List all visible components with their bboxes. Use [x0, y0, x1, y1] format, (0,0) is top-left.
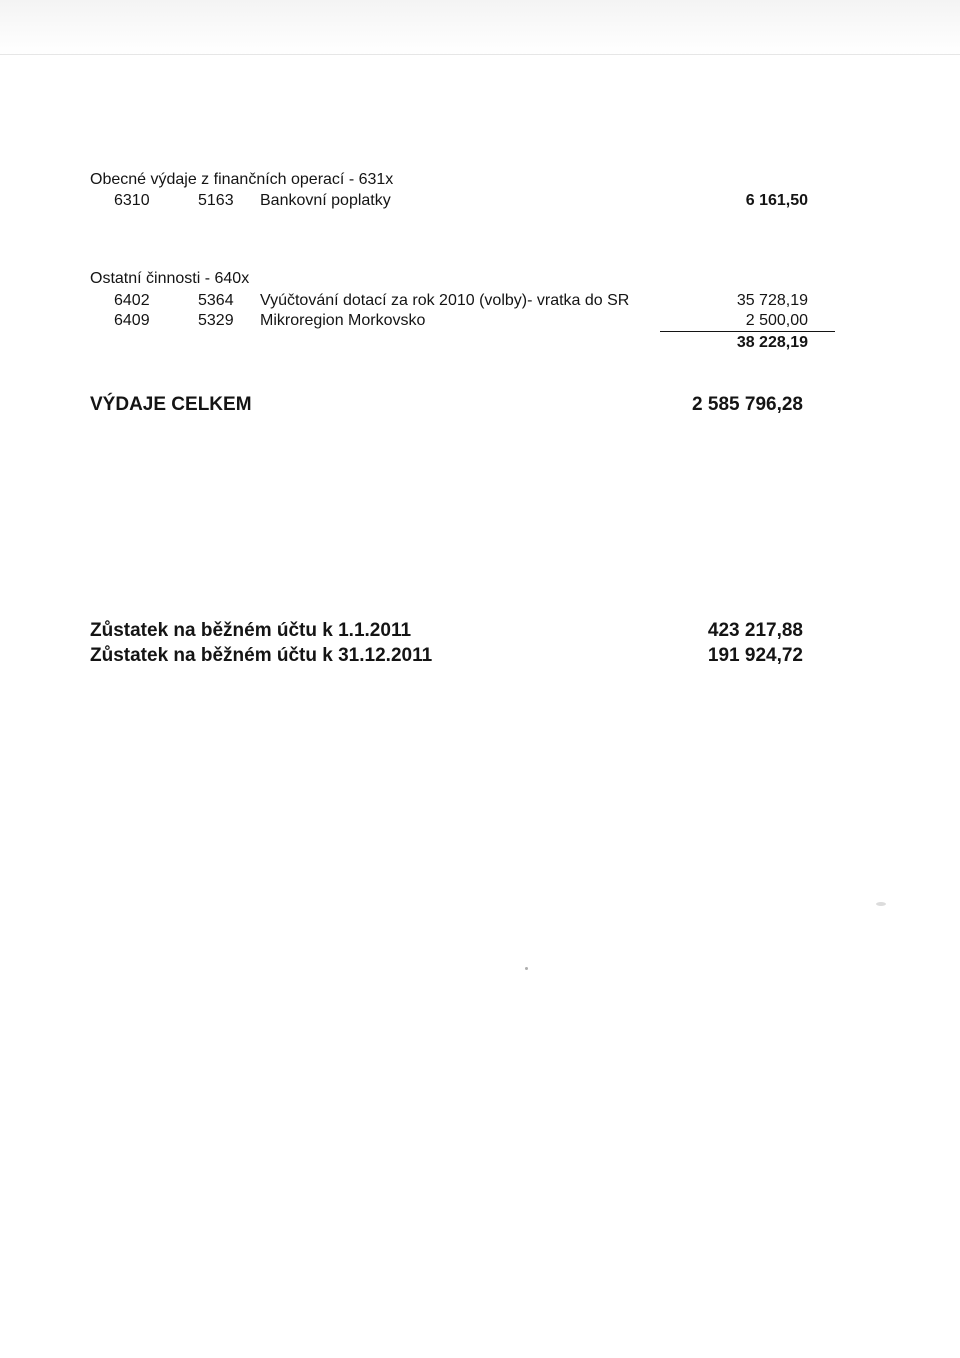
- section-other-title: Ostatní činnosti - 640x: [90, 270, 250, 287]
- subtotal-amount: 38 228,19: [736, 334, 808, 351]
- row-code1: 6310: [114, 192, 150, 209]
- row-amount: 35 728,19: [736, 292, 808, 309]
- section-financial-title: Obecné výdaje z finančních operací - 631x: [90, 171, 394, 188]
- balance-label: Zůstatek na běžném účtu k 31.12.2011: [90, 645, 433, 666]
- row-code1: 6402: [114, 292, 150, 309]
- row-text: Bankovní poplatky: [260, 192, 391, 209]
- scan-speck: [525, 967, 528, 970]
- scan-speck: [876, 902, 886, 906]
- balance-amount: 423 217,88: [707, 620, 803, 641]
- row-code2: 5364: [198, 292, 234, 309]
- row-amount: 6 161,50: [745, 192, 808, 209]
- row-code2: 5163: [198, 192, 234, 209]
- scan-top-edge: [0, 0, 960, 56]
- balance-label: Zůstatek na běžném účtu k 1.1.2011: [90, 620, 412, 641]
- balance-amount: 191 924,72: [707, 645, 803, 666]
- row-text: Vyúčtování dotací za rok 2010 (volby)- vratka do SR: [260, 292, 630, 309]
- subtotal-rule: [660, 331, 835, 332]
- row-code2: 5329: [198, 312, 234, 329]
- row-amount: 2 500,00: [745, 312, 808, 329]
- total-amount: 2 585 796,28: [692, 394, 803, 415]
- scan-edge-line: [0, 54, 960, 55]
- row-text: Mikroregion Morkovsko: [260, 312, 426, 329]
- total-label: VÝDAJE CELKEM: [90, 394, 252, 415]
- row-code1: 6409: [114, 312, 150, 329]
